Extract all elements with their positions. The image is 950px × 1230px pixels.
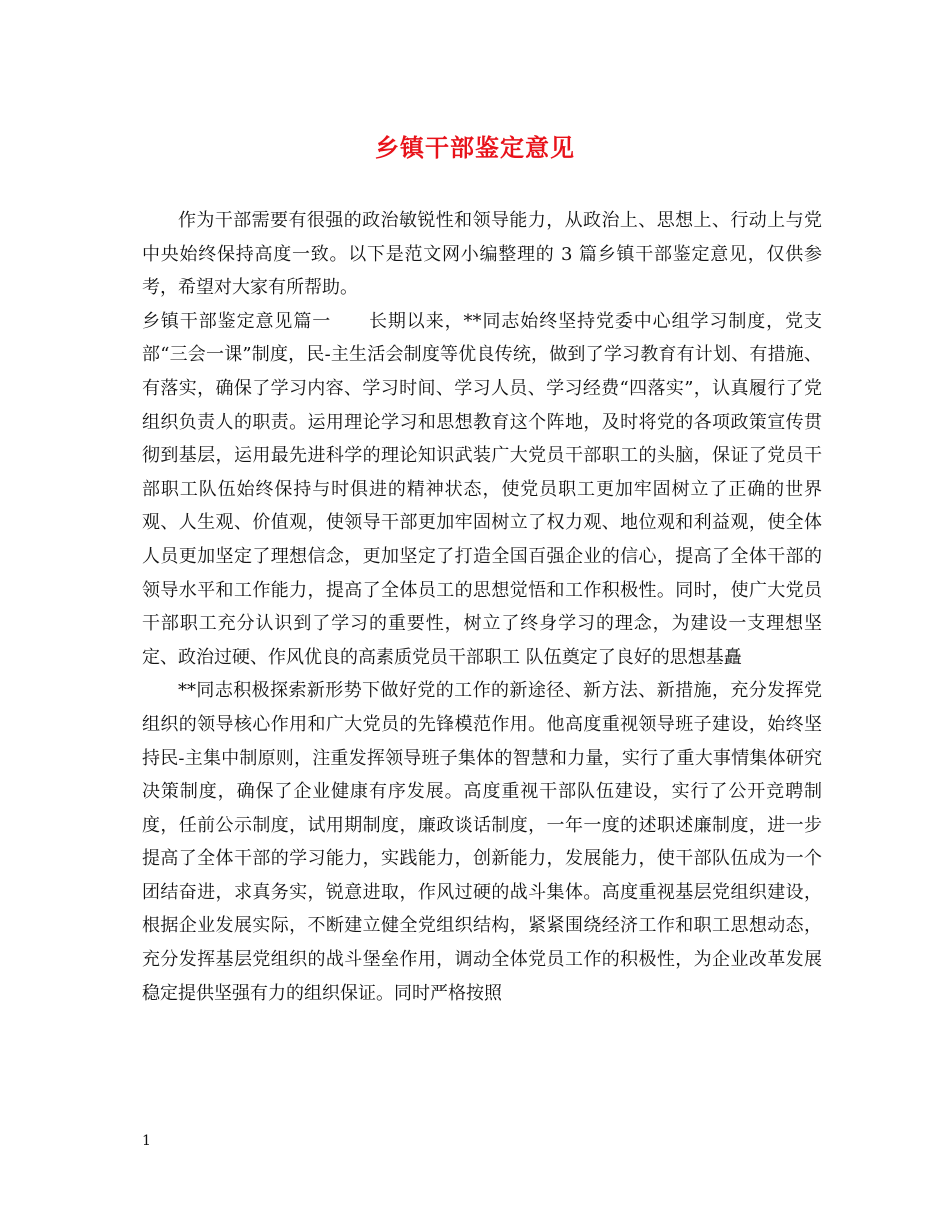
page-title: 乡镇干部鉴定意见 <box>375 133 575 162</box>
document-body <box>142 204 822 1010</box>
page-number: 1 <box>142 1133 151 1149</box>
paragraph-section-one: 乡镇干部鉴定意见篇一 长期以来，**同志始终坚持党委中心组学习制度，党支部“三会一课”制度，民-主生活会制度等优良传统，做到了学习教育有计划、有措施、有落实，确保了学习内容、学习时间、学习人员、学习经费“四落实”，认真履行了党组织负责人的职责。运用理论学习和思想教育这个阵地，及时将党的各项政策宣传贯彻到基层，运用最先进科学的理论知识武装广大党员干部职工的头脑，保证了党员干部职工队伍始终保持与时俱进的精神状态，使党员职工更加牢固树立了正确的世界观、人生观、价值观，使领导干部更加牢固树立了权力观、地位观和利益观，使全体人员更加坚定了理想信念，更加坚定了打造全国百强企业的信心，提高了全体干部的领导水平和工作能力，提高了全体员工的思想觉悟和工作积极性。同时，使广大党员干部职工充分认识到了学习的重要性，树立了终身学习的理念，为建设一支理想坚定、政治过硬、作风优良的高素质党员干部职工 队伍奠定了良好的思想基矗 <box>142 310 822 668</box>
paragraph-party-work: **同志积极探索新形势下做好党的工作的新途径、新方法、新措施，充分发挥党组织的领导核心作用和广大党员的先锋模范作用。他高度重视领导班子建设，始终坚持民-主集中制原则，注重发挥领导班子集体的智慧和力量，实行了重大事情集体研究决策制度，确保了企业健康有序发展。高度重视干部队伍建设，实行了公开竞聘制度，任前公示制度，试用期制度，廉政谈话制度，一年一度的述职述廉制度，进一步提高了全体干部的学习能力，实践能力，创新能力，发展能力，使干部队伍成为一个团结奋进，求真务实，锐意进取，作风过硬的战斗集体。高度重视基层党组织建设，根据企业发展实际，不断建立健全党组织结构，紧紧围绕经济工作和职工思想动态，充分发挥基层党组织的战斗堡垒作用，调动全体党员工作的积极性，为企业改革发展稳定提供坚强有力的组织保证。同时严格按照 <box>142 680 822 1004</box>
paragraph-intro: 作为干部需要有很强的政治敏锐性和领导能力，从政治上、思想上、行动上与党中央始终保持高度一致。以下是范文网小编整理的 3 篇乡镇干部鉴定意见，仅供参考，希望对大家有所帮助。 <box>142 210 822 299</box>
